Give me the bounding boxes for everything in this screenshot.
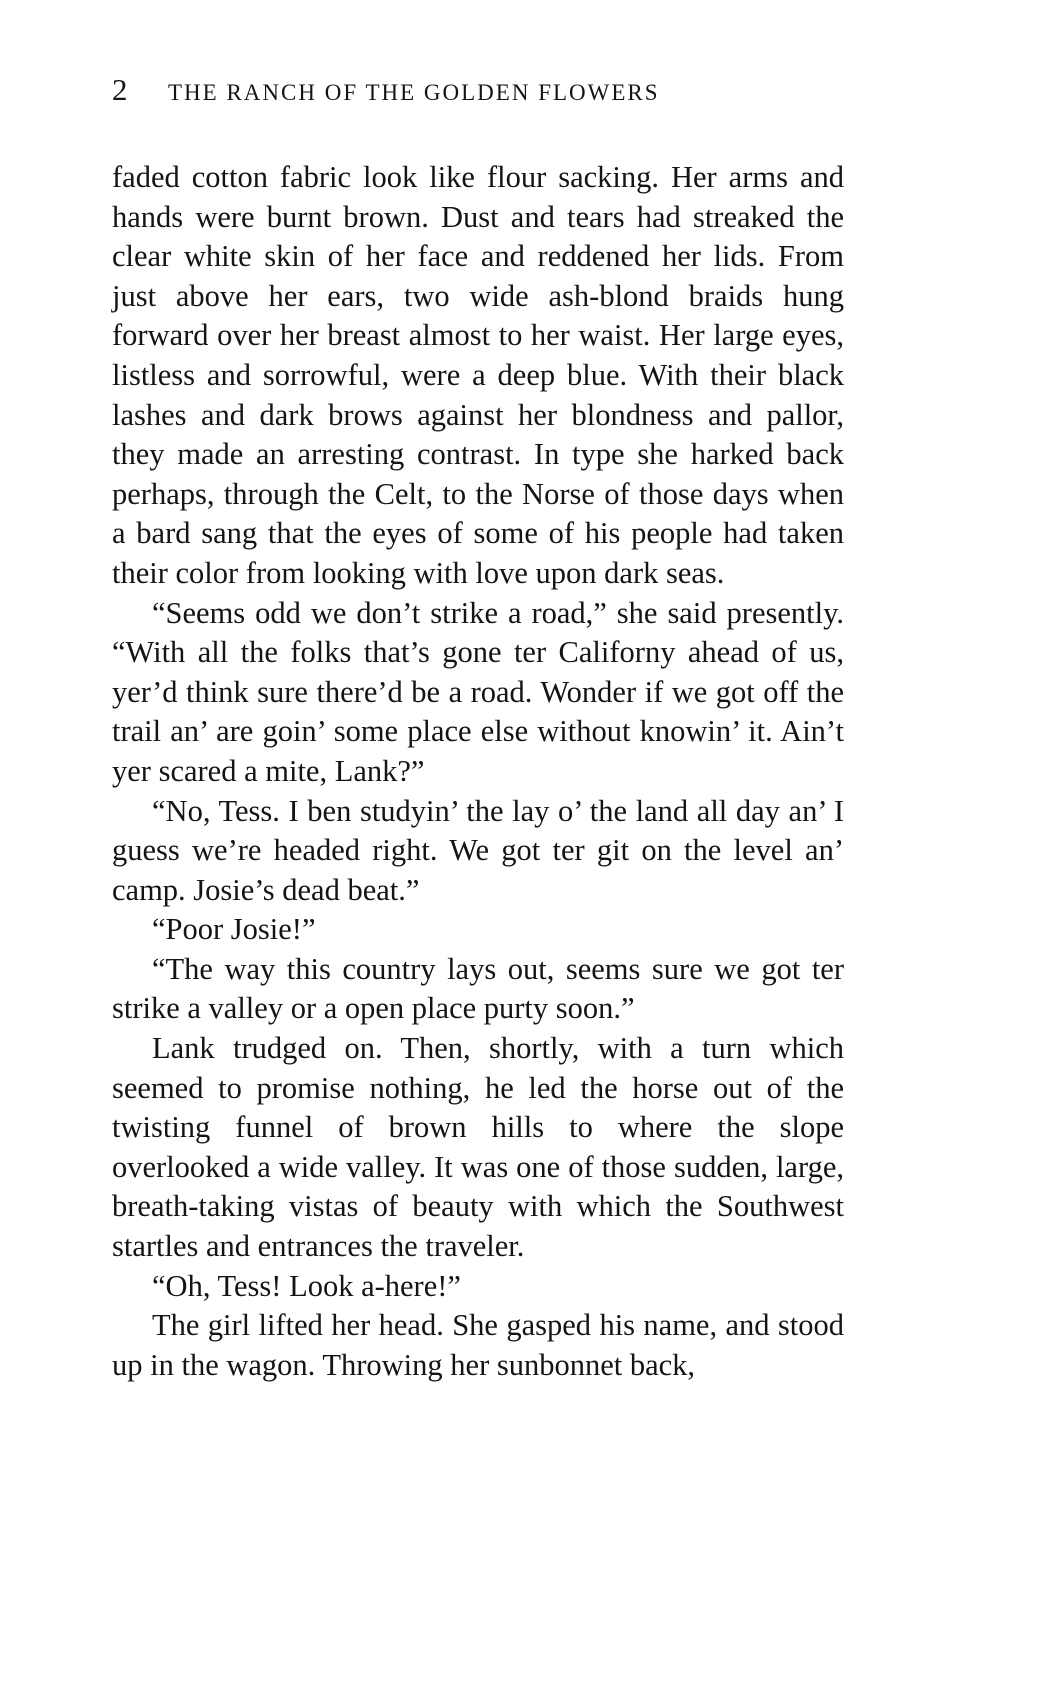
paragraph: The girl lifted her head. She gasped his name, and stood up in the wagon. Throwing her sunbonnet back, [112,1308,844,1382]
paragraph: faded cotton fabric look like flour sacking. Her arms and hands were burnt brown. Dust and tears had streaked the clear white skin of her face and reddened her lids. From just above her ears, two wide ash-blond braids hung forward over her breast almost to her waist. Her large eyes, listless and sorrowful, were a deep blue. With their black lashes and dark brows against her blondness and pallor, they made an arresting contrast. In type she harked back perhaps, through the Celt, to the Norse of those days when a bard sang that the eyes of some of his people had taken their color from looking with love upon dark seas. [112,160,844,590]
page-number: 2 [112,72,128,107]
running-head-title: THE RANCH OF THE GOLDEN FLOWERS [168,80,660,105]
running-head [112,74,838,118]
paragraph: “Seems odd we don’t strike a road,” she said presently. “With all the folks that’s gone ter Californy ahead of us, yer’d think sure there’d be a road. Wonder if we got off the trail an’ are goin’ some place else without knowin’ it. Ain’t yer scared a mite, Lank?” [112,595,844,788]
paragraph: “Poor Josie!” [152,912,316,947]
paragraph: “No, Tess. I ben studyin’ the lay o’ the land all day an’ I guess we’re headed right. We got ter git on the level an’ camp. Josie’s dead beat.” [112,793,844,907]
body-text [112,158,844,1385]
paragraph: “Oh, Tess! Look a-here!” [152,1268,461,1303]
paragraph: Lank trudged on. Then, shortly, with a turn which seemed to promise nothing, he led the horse out of the twisting funnel of brown hills to where the slope overlooked a wide valley. It was one of those sudden, large, breath-taking vistas of beauty with which the Southwest startles and entrances the traveler. [112,1031,844,1264]
paragraph: “The way this country lays out, seems sure we got ter strike a valley or a open place purty soon.” [112,951,844,1026]
